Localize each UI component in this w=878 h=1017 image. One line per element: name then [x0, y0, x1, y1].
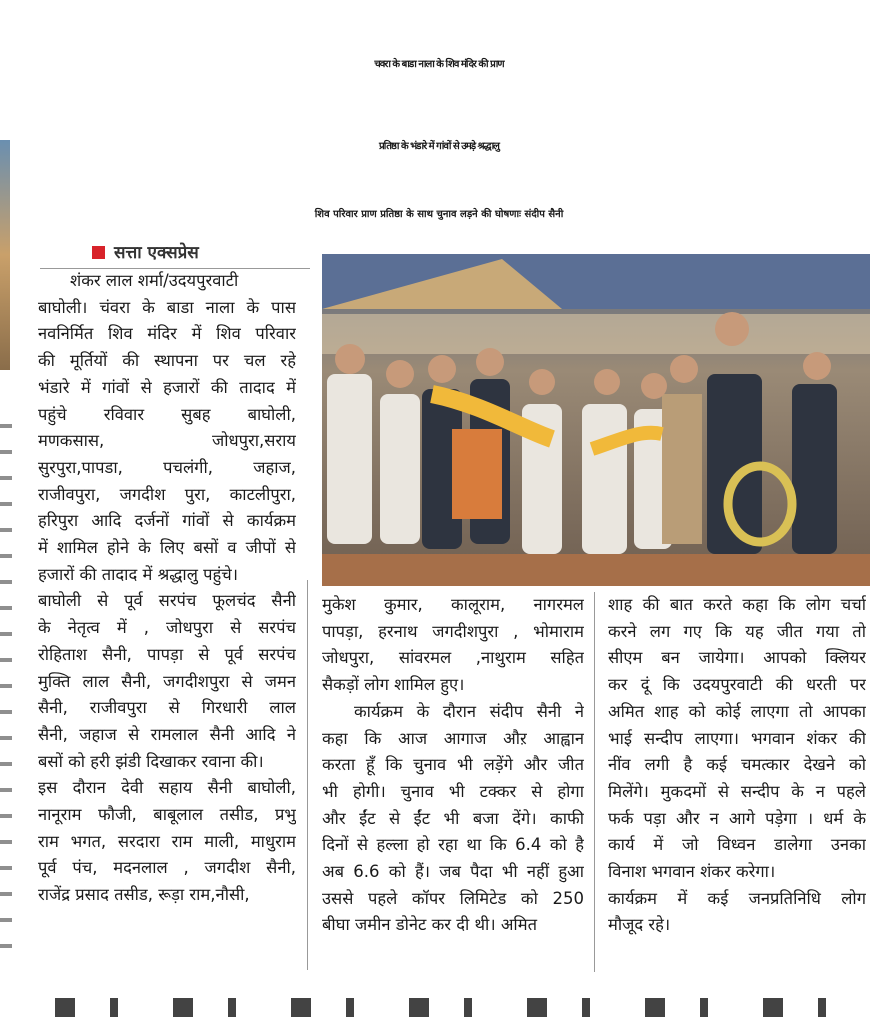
text-line: कार्यक्रम में कई जनप्रतिनिधि लोग [608, 888, 866, 908]
text-line: कहा कि आज आगाज औऱ आह्वान [322, 728, 584, 748]
text-line: राजीवपुरा, जगदीश पुरा, काटलीपुरा, [38, 484, 296, 504]
text-line: कार्य में जो विध्वन डालेगा उनका [608, 835, 866, 855]
text-line: कार्यक्रम के दौरान संदीप सैनी ने [354, 701, 584, 721]
text-line: कर दूं कि उदयपुरवाटी की धरती पर [608, 675, 866, 695]
text-line: इस दौरान देवी सहाय सैनी बाघोली, [38, 778, 296, 798]
text-line: नींव लगी है कई चमत्कार देखने को [608, 755, 866, 775]
text-line: दिनों से हल्ला हो रहा था कि 6.4 को है [322, 835, 584, 855]
text-line: सैनी, राजीवपुरा से गिरधारी लाल [38, 698, 296, 718]
byline: सत्ता एक्सप्रेस [114, 243, 199, 263]
headline-line-1: चवरा के बाडा नाला के शिव मंदिर की प्राण [374, 59, 504, 70]
text-line: हजारों की तादाद में श्रद्धालु पहुंचे। [38, 564, 239, 584]
text-line: सैनी, जहाज से रामलाल सैनी आदि ने [38, 724, 296, 744]
text-line: बीघा जमीन डोनेट कर दी थी। अमित [322, 915, 537, 935]
text-line: बसों को हरी झंडी दिखाकर रवाना की। [38, 751, 264, 771]
column-divider [594, 592, 595, 972]
text-line: अब 6.6 को हैं। जब पैदा भी नहीं हुआ [322, 862, 584, 882]
text-line: शाह की बात करते कहा कि लोग चर्चा [608, 595, 866, 614]
text-line: नवनिर्मित शिव मंदिर में शिव परिवार [38, 324, 296, 344]
article-column-3 [608, 592, 866, 939]
text-line: में शामिल होने के लिए बसों व जीपों से [38, 538, 296, 558]
text-line: पूर्व पंच, मदनलाल , जगदीश सैनी, [38, 858, 296, 878]
text-line: नानूराम फौजी, बाबूलाल तसीड, प्रभु [38, 805, 296, 825]
text-line: फर्क पड़ा और न आगे पड़ेगा । धर्म के [608, 808, 866, 828]
text-line: पहुंचे रविवार सुबह बाघोली, [38, 404, 296, 424]
text-line: सैकड़ों लोग शामिल हुए। [322, 675, 465, 695]
text-line: राजेंद्र प्रसाद तसीड, रूड़ा राम,नौसी, [38, 885, 250, 905]
text-line: बाघोली। चंवरा के बाडा नाला के पास [38, 297, 296, 317]
text-line: सुरपुरा,पापडा, पचलंगी, जहाज, [38, 457, 296, 477]
text-line: पापड़ा, हरनाथ जगदीशपुरा , भोमाराम [322, 621, 584, 641]
text-line: जोधपुरा, सांवरमल ,नाथुराम सहित [322, 648, 584, 668]
text-line: के नेतृत्व में , जोधपुरा से सरपंच [38, 618, 296, 638]
text-line: मौजूद रहे। [608, 915, 671, 935]
column-divider [307, 580, 308, 970]
text-line: भी होगी। चुनाव भी टक्कर से होगा [322, 781, 584, 801]
text-line: और ईंट से ईंट भी बजा देंगे। काफी [322, 808, 584, 828]
event-photo [322, 254, 870, 586]
next-headline-cut-off [0, 998, 878, 1017]
text-line: बाघोली से पूर्व सरपंच फूलचंद सैनी [38, 591, 296, 611]
text-line: राम भगत, सरदारा राम माली, माधुराम [38, 831, 296, 851]
text-line: मिलेंगे। मुकदमों से सन्दीप के न पहले [608, 781, 866, 801]
headline-line-2: प्रतिष्ठा के भंडारे में गांवों से उमड़े श्रद्धालु [379, 141, 499, 152]
text-line: उससे पहले कॉपर लिमिटेड को 250 [322, 888, 584, 908]
text-line: मुक्ति लाल सैनी, जगदीशपुरा से जमन [38, 671, 296, 691]
text-line: करता हूँ कि चुनाव भी लड़ेंगे और जीत [322, 755, 584, 775]
adjacent-column-edge [0, 410, 12, 950]
text-line: विनाश भगवान शंकर करेगा। [608, 862, 776, 882]
text-line: रोहिताश सैनी, पापड़ा से पूर्व सरपंच [38, 644, 296, 664]
text-line: सीएम बन जायेगा। आपको क्लियर [608, 648, 866, 668]
text-line: करने लग गए कि यह जीत गया तो [608, 621, 866, 641]
text-line: भंडारे में गांवों से हजारों की तादाद में [38, 377, 296, 397]
article-column-1 [38, 268, 296, 909]
text-line: मुकेश कुमार, कालूराम, नागरमल [322, 595, 584, 614]
text-line: भाई सन्दीप लाएगा। भगवान शंकर की [608, 728, 866, 748]
text-line: हरिपुरा आदि दर्जनों गांवों से कार्यक्रम [38, 511, 296, 531]
text-line: शंकर लाल शर्मा/उदयपुरवाटी [70, 271, 239, 290]
text-line: मणकसास, जोधपुरा,सराय [38, 431, 296, 451]
text-line: की मूर्तियों की स्थापना पर चल रहे [38, 351, 296, 371]
byline-bar [40, 238, 310, 269]
byline-square-icon [92, 246, 105, 259]
subheadline: शिव परिवार प्राण प्रतिष्ठा के साथ चुनाव लड़ने की घोषणाः संदीप सैनी [314, 209, 564, 220]
text-line: अमित शाह को कोई लाएगा तो आपका [608, 701, 866, 721]
article-column-2 [322, 592, 584, 939]
